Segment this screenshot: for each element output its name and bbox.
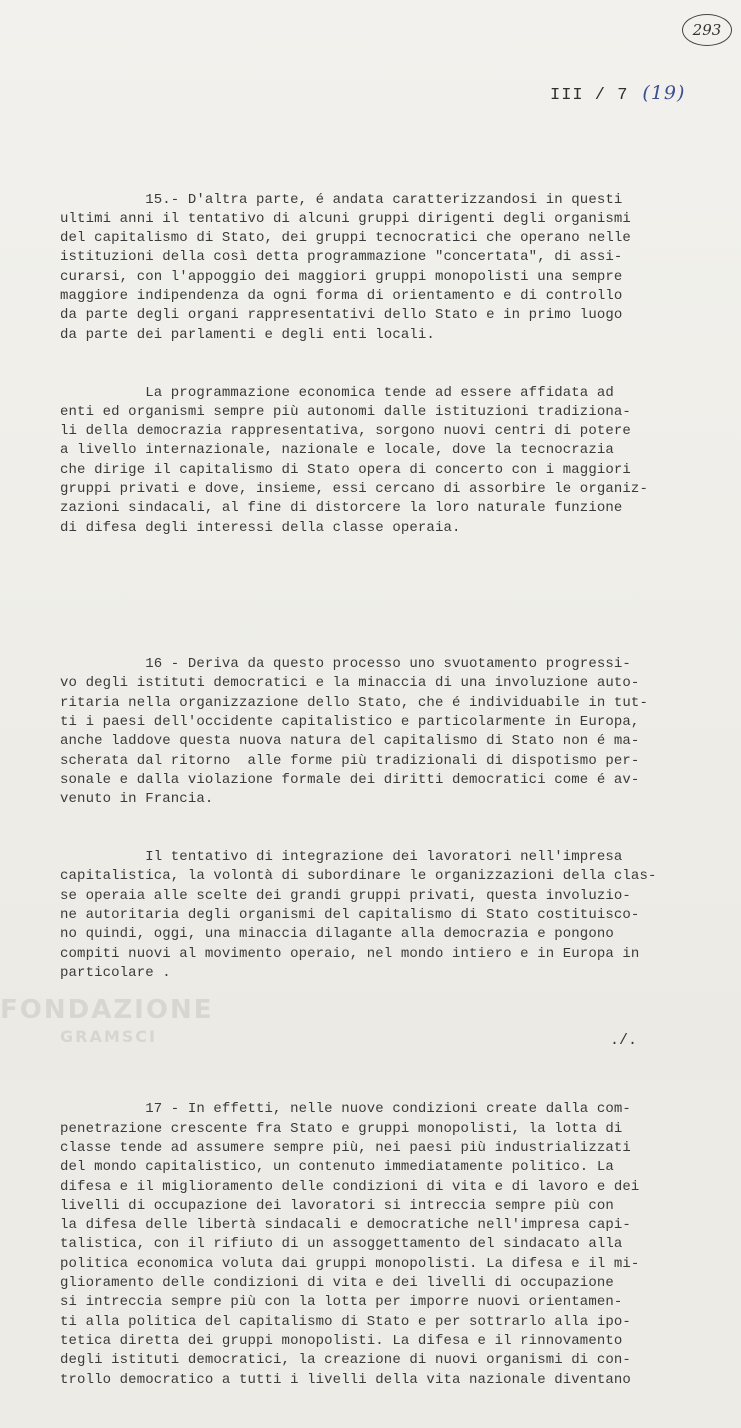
text-line: se operaia alle scelte dei grandi gruppi privati, questa involuzio- (60, 887, 631, 904)
text-line: ti alla politica del capitalismo di Stato e per sottrarlo alla ipo- (60, 1313, 631, 1330)
text-line: 17 - In effetti, nelle nuove condizioni create dalla com- (60, 1101, 631, 1118)
section-number: III / 7 (550, 86, 629, 105)
text-line: 15.- D'altra parte, é andata caratterizzandosi in questi (60, 191, 623, 208)
paragraph-16b (60, 848, 720, 983)
text-line: anche laddove questa nuova natura del capitalismo di Stato non é ma- (60, 733, 640, 750)
text-line: classe tende ad assumere sempre più, nei paesi più industrializzati (60, 1139, 631, 1156)
text-line: talistica, con il rifiuto di un assoggettamento del sindacato alla (60, 1236, 623, 1253)
text-line: ultimi anni il tentativo di alcuni gruppi dirigenti degli organismi (60, 210, 631, 227)
text-line: penetrazione crescente fra Stato e gruppi monopolisti, la lotta di (60, 1120, 623, 1137)
text-line: particolare . (60, 964, 171, 981)
text-line: di difesa degli interessi della classe operaia. (60, 519, 461, 536)
text-line: che dirige il capitalismo di Stato opera di concerto con i maggiori (60, 461, 631, 478)
text-line: degli istituti democratici, la creazione di nuovi organismi di con- (60, 1352, 631, 1369)
text-line: glioramento delle condizioni di vita e dei livelli di occupazione (60, 1275, 614, 1292)
text-line: la difesa delle libertà sindacali e democratiche nell'impresa capi- (60, 1217, 631, 1234)
paragraph-15b (60, 384, 720, 538)
page-number-stamp: 293 (682, 14, 732, 46)
text-line: enti ed organismi sempre più autonomi dalle istituzioni tradiziona- (60, 403, 631, 420)
text-line: li della democrazia rappresentativa, sorgono nuovi centri di potere (60, 423, 631, 440)
text-line: del mondo capitalistico, un contenuto immediatamente politico. La (60, 1159, 614, 1176)
text-line: venuto in Francia. (60, 791, 214, 808)
text-line: no quindi, oggi, una minaccia dilagante alla democrazia e pongono (60, 926, 614, 943)
text-line: tetica diretta dei gruppi monopolisti. La difesa e il rinnovamento (60, 1332, 623, 1349)
section-heading (550, 82, 685, 105)
text-line: del capitalismo di Stato, dei gruppi tecnocratici che operano nelle (60, 230, 631, 247)
text-line: istituzioni della così detta programmazione "concertata", di assi- (60, 249, 623, 266)
paragraph-17 (60, 1100, 720, 1389)
text-line: compiti nuovi al movimento operaio, nel mondo intiero e in Europa in (60, 945, 640, 962)
watermark-bottom: GRAMSCI (60, 1027, 157, 1046)
text-line: a livello internazionale, nazionale e locale, dove la tecnocrazia (60, 442, 614, 459)
text-line: La programmazione economica tende ad essere affidata ad (60, 384, 614, 401)
watermark-top: FONDAZIONE (0, 995, 214, 1025)
text-line: Il tentativo di integrazione dei lavoratori nell'impresa (60, 849, 623, 866)
text-line: difesa e il miglioramento delle condizioni di vita e di lavoro e dei (60, 1178, 640, 1195)
text-line: da parte degli organi rappresentativi dello Stato e in primo luogo (60, 307, 623, 324)
text-line: ti i paesi dell'occidente capitalistico e particolarmente in Europa, (60, 714, 640, 731)
text-line: livelli di occupazione dei lavoratori si intreccia sempre più con (60, 1197, 614, 1214)
text-line: trollo democratico a tutti i livelli della vita nazionale diventano (60, 1371, 631, 1388)
text-line: vo degli istituti democratici e la minaccia di una involuzione auto- (60, 675, 640, 692)
text-line: maggiore indipendenza da ogni forma di orientamento e di controllo (60, 288, 623, 305)
text-line: da parte dei parlamenti e degli enti locali. (60, 326, 435, 343)
text-line: 16 - Deriva da questo processo uno svuotamento progressi- (60, 656, 631, 673)
paragraph-16a (60, 655, 720, 809)
archive-watermark (0, 995, 213, 1046)
continuation-mark: ./. (610, 1032, 638, 1049)
text-line: si intreccia sempre più con la lotta per imporre nuovi orientamen- (60, 1294, 623, 1311)
text-line: gruppi privati e dove, insieme, essi cercano di assorbire le organiz- (60, 481, 648, 498)
document-body (60, 152, 720, 1428)
text-line: curarsi, con l'appoggio dei maggiori gruppi monopolisti una sempre (60, 268, 623, 285)
handwritten-number: (19) (642, 82, 686, 104)
text-line: scherata dal ritorno alle forme più tradizionali di dispotismo per- (60, 752, 640, 769)
text-line: ritaria nella organizzazione dello Stato, che é individuabile in tut- (60, 694, 648, 711)
text-line: ne autoritaria degli organismi del capitalismo di Stato costituisco- (60, 906, 640, 923)
paragraph-15a (60, 191, 720, 345)
text-line: politica economica voluta dai gruppi monopolisti. La difesa e il mi- (60, 1255, 640, 1272)
text-line: sonale e dalla violazione formale dei diritti democratici come é av- (60, 771, 640, 788)
text-line: capitalistica, la volontà di subordinare le organizzazioni della clas- (60, 868, 657, 885)
text-line: zazioni sindacali, al fine di distorcere la loro naturale funzione (60, 500, 623, 517)
